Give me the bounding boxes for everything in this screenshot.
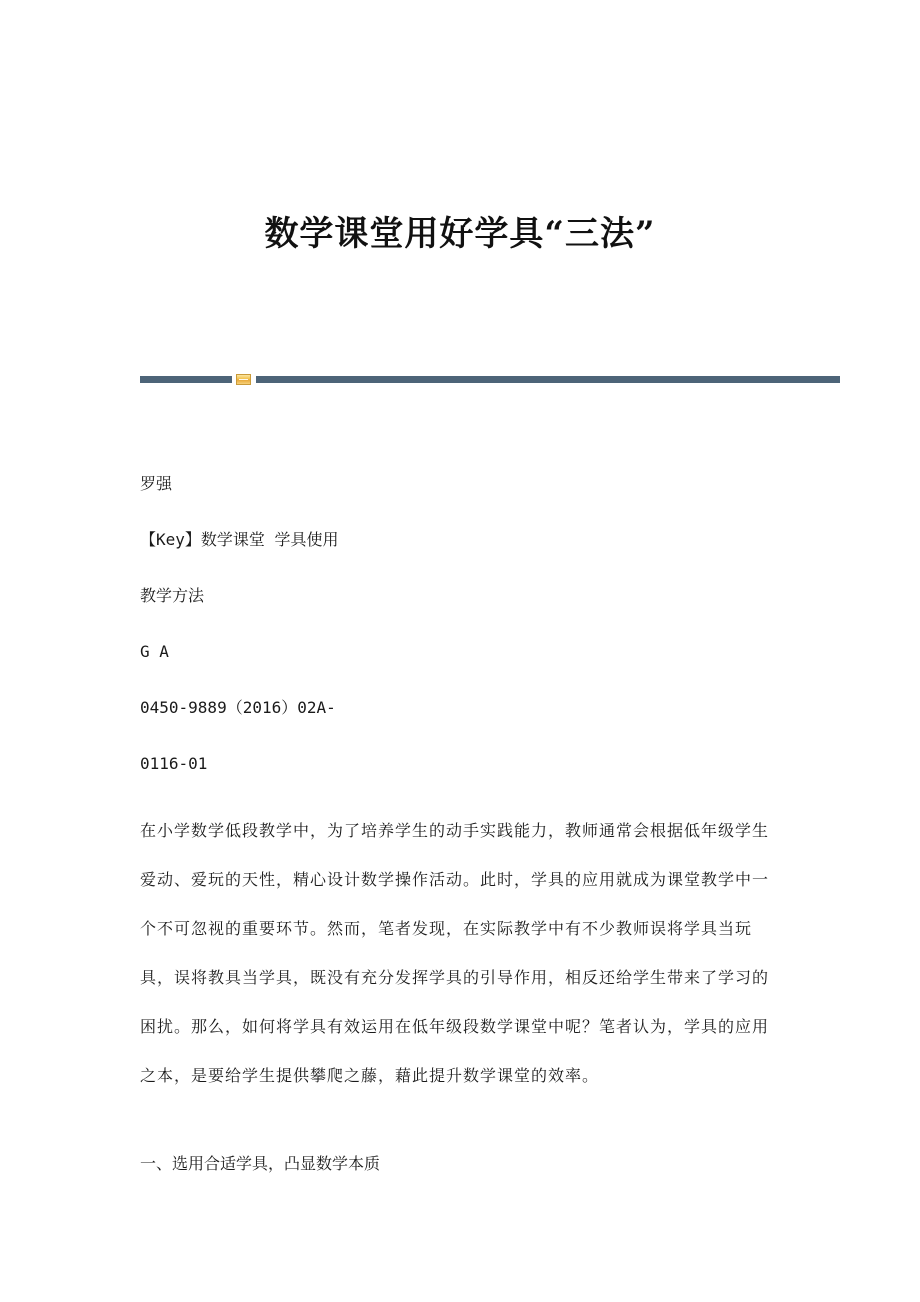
author-name: 罗强	[140, 474, 173, 493]
divider-bar-right	[256, 376, 840, 383]
divider-emblem-icon	[236, 374, 251, 385]
keywords-line: 【Key】数学课堂 学具使用	[140, 530, 339, 549]
issn-line-1: 0450-9889（2016）02A-	[140, 698, 336, 717]
category-line: 教学方法	[140, 586, 205, 605]
issn-line-2: 0116-01	[140, 754, 208, 773]
classification-line: G A	[140, 642, 169, 661]
title-divider	[140, 374, 840, 384]
body-paragraph: 在小学数学低段教学中，为了培养学生的动手实践能力，教师通常会根据低年级学生爱动、爱玩的天性，精心设计数学操作活动。此时，学具的应用就成为课堂教学中一个不可忽视的重要环节。然而，笔者发现，在实际教学中有不少教师误将学具当玩具，误将教具当学具，既没有充分发挥学具的引导作用，相反还给学生带来了学习的困扰。那么，如何将学具有效运用在低年级段数学课堂中呢？笔者认为，学具的应用之本，是要给学生提供攀爬之藤，藉此提升数学课堂的效率。	[140, 821, 770, 1085]
section-heading: 一、选用合适学具，凸显数学本质	[140, 1154, 381, 1173]
divider-bar-left	[140, 376, 232, 383]
document-title: 数学课堂用好学具“三法”	[264, 214, 656, 254]
